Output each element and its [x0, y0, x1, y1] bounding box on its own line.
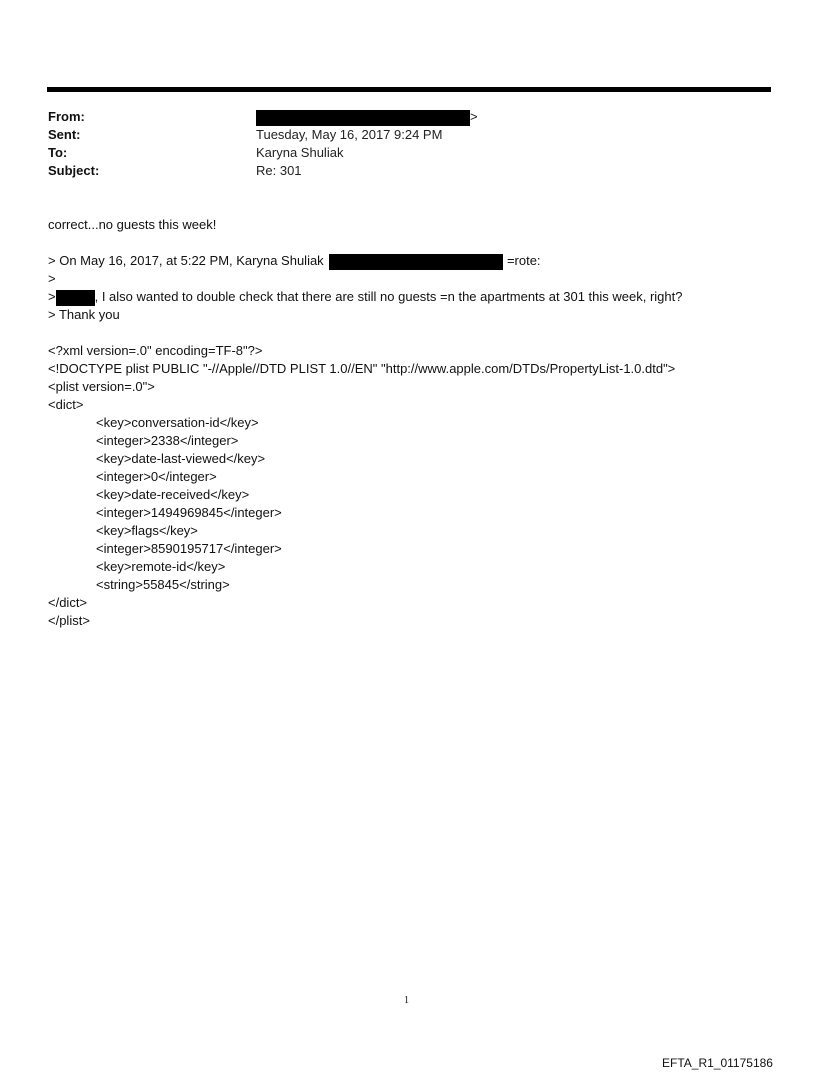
header-rule: [47, 87, 771, 92]
redaction-bar: [56, 290, 95, 306]
quote-intro-after: =rote:: [506, 253, 541, 268]
plist-doctype: <!DOCTYPE plist PUBLIC "-//Apple//DTD PLIST 1.0//EN" "http://www.apple.com/DTDs/PropertyList-1.0.dtd">: [48, 361, 676, 376]
redaction-bar: [329, 254, 503, 270]
quote-line-text: , I also wanted to double check that there are still no guests =n the apartments at 301 this week, right?: [94, 289, 683, 304]
page-number: 1: [404, 995, 409, 1006]
from-suffix: >: [470, 109, 478, 124]
plist-open: <plist version=.0">: [48, 379, 155, 394]
plist-xml-declaration: <?xml version=.0" encoding=TF-8"?>: [48, 343, 263, 358]
to-label: To:: [48, 145, 68, 160]
plist-entry: <key>conversation-id</key>: [96, 415, 259, 430]
plist-entry: <string>55845</string>: [96, 577, 230, 592]
subject-label: Subject:: [48, 163, 100, 178]
plist-entry: <key>remote-id</key>: [96, 559, 226, 574]
reply-text: correct...no guests this week!: [48, 217, 217, 232]
quote-thanks: > Thank you: [48, 307, 120, 322]
plist-entry: <integer>0</integer>: [96, 469, 217, 484]
to-value: Karyna Shuliak: [256, 145, 344, 160]
plist-entry: <key>date-received</key>: [96, 487, 250, 502]
plist-close: </plist>: [48, 613, 90, 628]
quote-blank: >: [48, 271, 56, 286]
subject-value: Re: 301: [256, 163, 302, 178]
document-id: EFTA_R1_01175186: [662, 1056, 773, 1070]
dict-close: </dict>: [48, 595, 88, 610]
dict-open: <dict>: [48, 397, 84, 412]
plist-entry: <key>flags</key>: [96, 523, 198, 538]
from-value: [256, 108, 478, 126]
quote-intro: [48, 252, 541, 270]
plist-entry: <integer>2338</integer>: [96, 433, 239, 448]
quote-line: [48, 288, 682, 306]
plist-entry: <integer>1494969845</integer>: [96, 505, 282, 520]
plist-entry: <key>date-last-viewed</key>: [96, 451, 266, 466]
from-label: From:: [48, 109, 85, 124]
plist-entry: <integer>8590195717</integer>: [96, 541, 282, 556]
quote-intro-before: > On May 16, 2017, at 5:22 PM, Karyna Shuliak: [48, 253, 324, 268]
quote-marker: >: [48, 289, 56, 304]
redaction-bar: [256, 110, 470, 126]
sent-label: Sent:: [48, 127, 81, 142]
sent-value: Tuesday, May 16, 2017 9:24 PM: [256, 127, 443, 142]
